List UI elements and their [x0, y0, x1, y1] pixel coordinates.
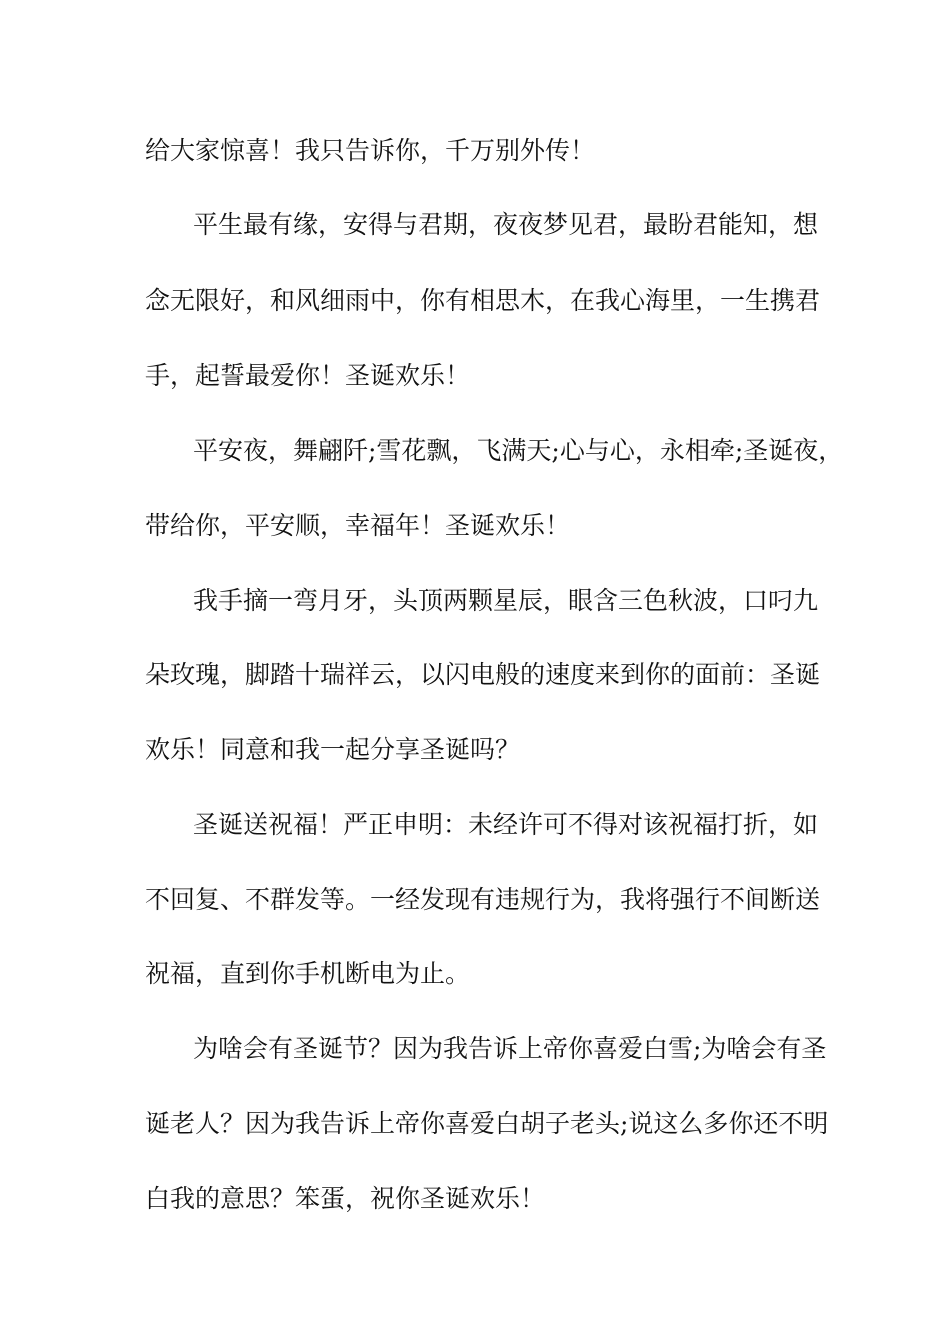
paragraph-line: 祝福，直到你手机断电为止。	[145, 959, 471, 988]
paragraph-line: 带给你，平安顺，幸福年！圣诞欢乐！	[145, 511, 571, 540]
paragraph-line: 念无限好，和风细雨中，你有相思木，在我心海里，一生携君	[145, 286, 821, 315]
paragraph-line: 圣诞送祝福！严正申明：未经许可不得对该祝福打折，如	[193, 810, 819, 839]
paragraph-line: 为啥会有圣诞节？因为我告诉上帝你喜爱白雪;为啥会有圣	[193, 1034, 827, 1063]
paragraph-line: 平生最有缘，安得与君期，夜夜梦见君，最盼君能知，想	[193, 210, 819, 239]
paragraph-line: 诞老人？因为我告诉上帝你喜爱白胡子老头;说这么多你还不明	[145, 1109, 829, 1138]
paragraph-line: 给大家惊喜！我只告诉你，千万别外传！	[145, 136, 596, 165]
paragraph-line: 不回复、不群发等。一经发现有违规行为，我将强行不间断送	[145, 885, 821, 914]
paragraph-line: 手，起誓最爱你！圣诞欢乐！	[145, 361, 471, 390]
paragraph-line: 朵玫瑰，脚踏十瑞祥云，以闪电般的速度来到你的面前：圣诞	[145, 660, 821, 689]
paragraph-line: 白我的意思？笨蛋，祝你圣诞欢乐！	[145, 1184, 546, 1213]
paragraph-line: 我手摘一弯月牙，头顶两颗星辰，眼含三色秋波，口叼九	[193, 586, 819, 615]
paragraph-line: 平安夜，舞翩阡;雪花飘，飞满天;心与心，永相牵;圣诞夜，	[193, 436, 844, 465]
paragraph-line: 欢乐！同意和我一起分享圣诞吗？	[145, 735, 521, 764]
